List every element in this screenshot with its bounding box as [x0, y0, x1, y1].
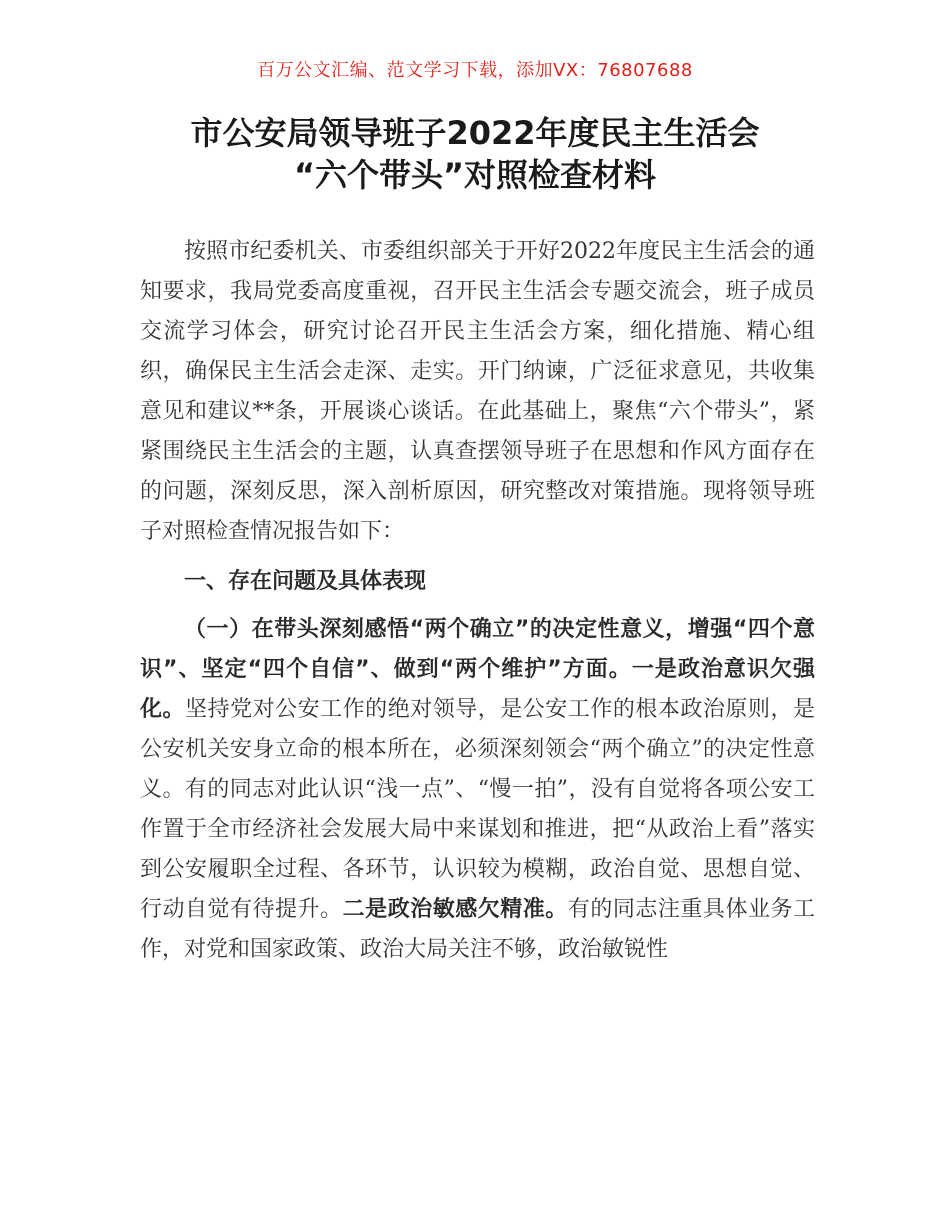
document-title [0, 112, 950, 196]
title-line-2: “六个带头”对照检查材料 [293, 156, 657, 194]
title-line-1: 市公安局领导班子2022年度民主生活会 [190, 114, 760, 152]
section-paragraph [140, 610, 815, 970]
point-2-title: 二是政治敏感欠精准。 [342, 897, 568, 922]
point-1-text: 坚持党对公安工作的绝对领导，是公安工作的根本政治原则，是公安机关安身立命的根本所在，必须深刻领会“两个确立”的决定性意义。有的同志对此认识“浅一点”、“慢一拍”，没有自觉将各项公安工作置于全市经济社会发展大局中来谋划和推进，把“从政治上看”落实到公安履职全过程、各环节，认识较为模糊，政治自觉、思想自觉、行动自觉有待提升。 [140, 697, 815, 922]
intro-paragraph: 按照市纪委机关、市委组织部关于开好2022年度民主生活会的通知要求，我局党委高度重视，召开民主生活会专题交流会，班子成员交流学习体会，研究讨论召开民主生活会方案，细化措施、精心组织，确保民主生活会走深、走实。开门纳谏，广泛征求意见，共收集意见和建议**条，开展谈心谈话。在此基础上，聚焦“六个带头”，紧紧围绕民主生活会的主题，认真查摆领导班子在思想和作风方面存在的问题，深刻反思，深入剖析原因，研究整改对策措施。现将领导班子对照检查情况报告如下： [140, 239, 815, 544]
promo-banner: 百万公文汇编、范文学习下载，添加VX：76807688 [257, 60, 693, 81]
point-1-title: 一是政治意识欠强化。 [140, 657, 815, 722]
document-body [140, 232, 815, 970]
subsection-heading: （一）在带头深刻感悟“两个确立”的决定性意义，增强“四个意识”、坚定“四个自信”、做到“两个维护”方面。 [140, 617, 815, 682]
section-heading: 一、存在问题及具体表现 [184, 569, 427, 594]
point-2-text: 有的同志注重具体业务工作，对党和国家政策、政治大局关注不够，政治敏锐性 [140, 897, 815, 962]
